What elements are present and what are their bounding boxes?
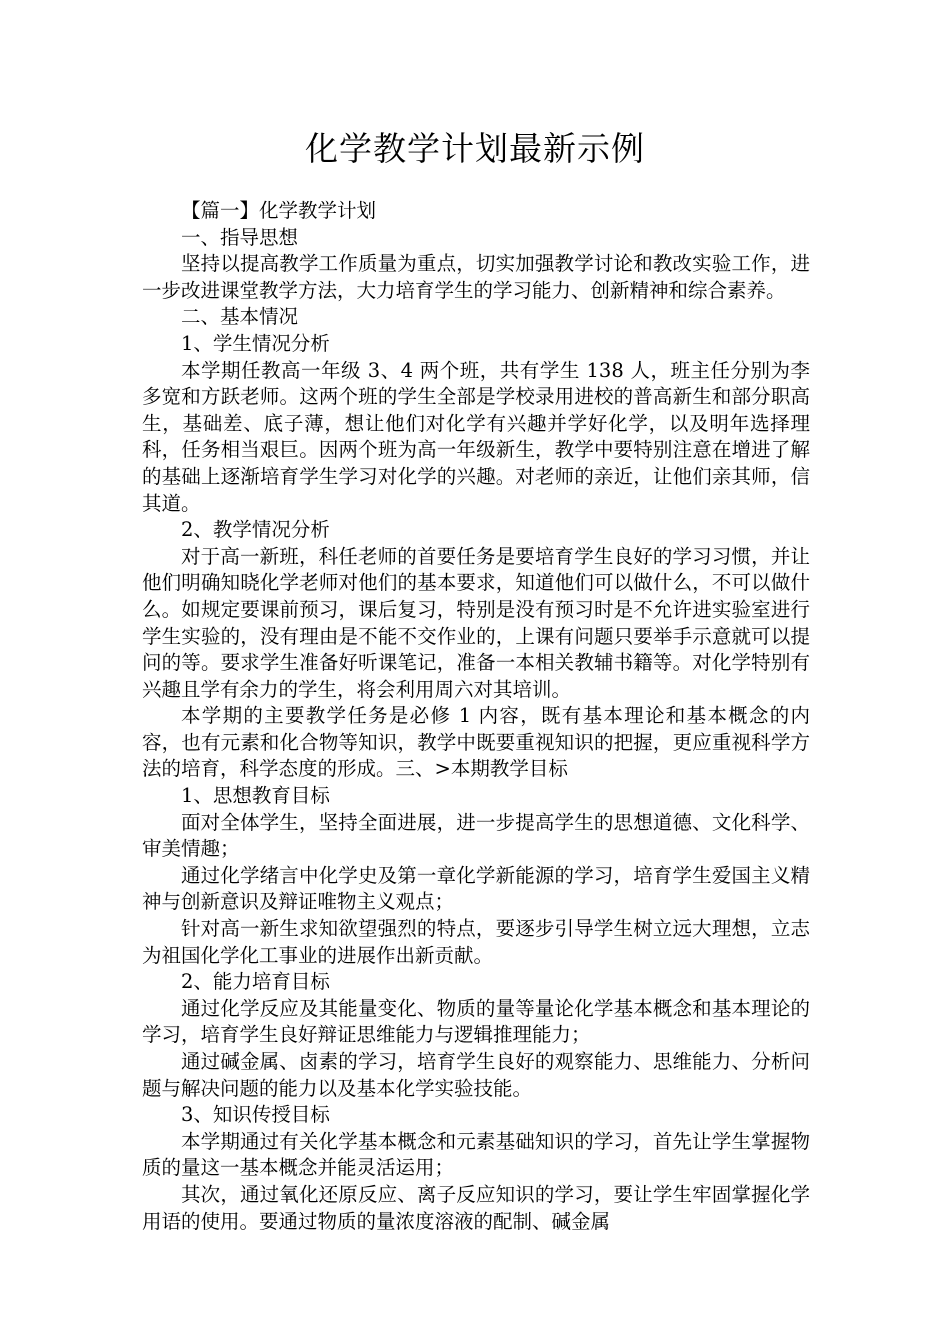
paragraph: 本学期的主要教学任务是必修 1 内容，既有基本理论和基本概念的内容，也有元素和化合物等知识，教学中既要重视知识的把握，更应重视科学方法的培育，科学态度的形成。三、>本期教学目标 <box>142 704 810 781</box>
heading-basic-situation: 二、基本情况 <box>181 305 299 329</box>
paragraph: 对于高一新班，科任老师的首要任务是要培育学生良好的学习习惯，并让他们明确知晓化学老师对他们的基本要求，知道他们可以做什么，不可以做什么。如规定要课前预习，课后复习，特别是没有预习时是不允许进实验室进行学生实验的，没有理由是不能不交作业的，上课有问题只要举手示意就可以提问的等。要求学生准备好听课笔记，准备一本相关教辅书籍等。对化学特别有兴趣且学有余力的学生，将会利用周六对其培训。 <box>142 544 810 701</box>
heading-ideological-goal: 1、思想教育目标 <box>181 784 330 808</box>
heading-ability-goal: 2、能力培育目标 <box>181 970 330 994</box>
paragraph: 其次，通过氧化还原反应、离子反应知识的学习，要让学生牢固掌握化学用语的使用。要通过物质的量浓度溶液的配制、碱金属 <box>142 1182 810 1233</box>
paragraph: 通过碱金属、卤素的学习，培育学生良好的观察能力、思维能力、分析问题与解决问题的能力以及基本化学实验技能。 <box>142 1050 810 1100</box>
document-body <box>142 198 810 1235</box>
heading-teaching-analysis: 2、教学情况分析 <box>181 518 330 542</box>
heading-student-analysis: 1、学生情况分析 <box>181 331 330 355</box>
heading-guiding-ideology: 一、指导思想 <box>181 225 299 249</box>
heading-knowledge-goal: 3、知识传授目标 <box>181 1103 330 1127</box>
paragraph: 通过化学绪言中化学史及第一章化学新能源的学习，培育学生爱国主义精神与创新意识及辩证唯物主义观点； <box>142 863 810 914</box>
paragraph: 本学期通过有关化学基本概念和元素基础知识的学习，首先让学生掌握物质的量这一基本概念并能灵活运用； <box>142 1129 810 1180</box>
section-label: 【篇一】化学教学计划 <box>181 199 377 222</box>
paragraph: 针对高一新生求知欲望强烈的特点，要逐步引导学生树立远大理想，立志为祖国化学化工事业的进展作出新贡献。 <box>142 917 810 967</box>
document-title: 化学教学计划最新示例 <box>305 129 645 168</box>
paragraph: 本学期任教高一年级 3、4 两个班，共有学生 138 人，班主任分别为李多宽和方跃老师。这两个班的学生全部是学校录用进校的普高新生和部分职高生，基础差、底子薄，想让他们对化学有兴趣并学好化学，以及明年选择理科，任务相当艰巨。因两个班为高一年级新生，教学中要特别注意在增进了解的基础上逐渐培育学生学习对化学的兴趣。对老师的亲近，让他们亲其师，信其道。 <box>142 358 810 515</box>
paragraph: 面对全体学生，坚持全面进展，进一步提高学生的思想道德、文化科学、审美情趣； <box>142 810 810 861</box>
paragraph: 坚持以提高教学工作质量为重点，切实加强教学讨论和教改实验工作，进一步改进课堂教学方法，大力培育学生的学习能力、创新精神和综合素养。 <box>142 252 810 302</box>
paragraph: 通过化学反应及其能量变化、物质的量等量论化学基本概念和基本理论的学习，培育学生良好辩证思维能力与逻辑推理能力； <box>142 996 810 1047</box>
